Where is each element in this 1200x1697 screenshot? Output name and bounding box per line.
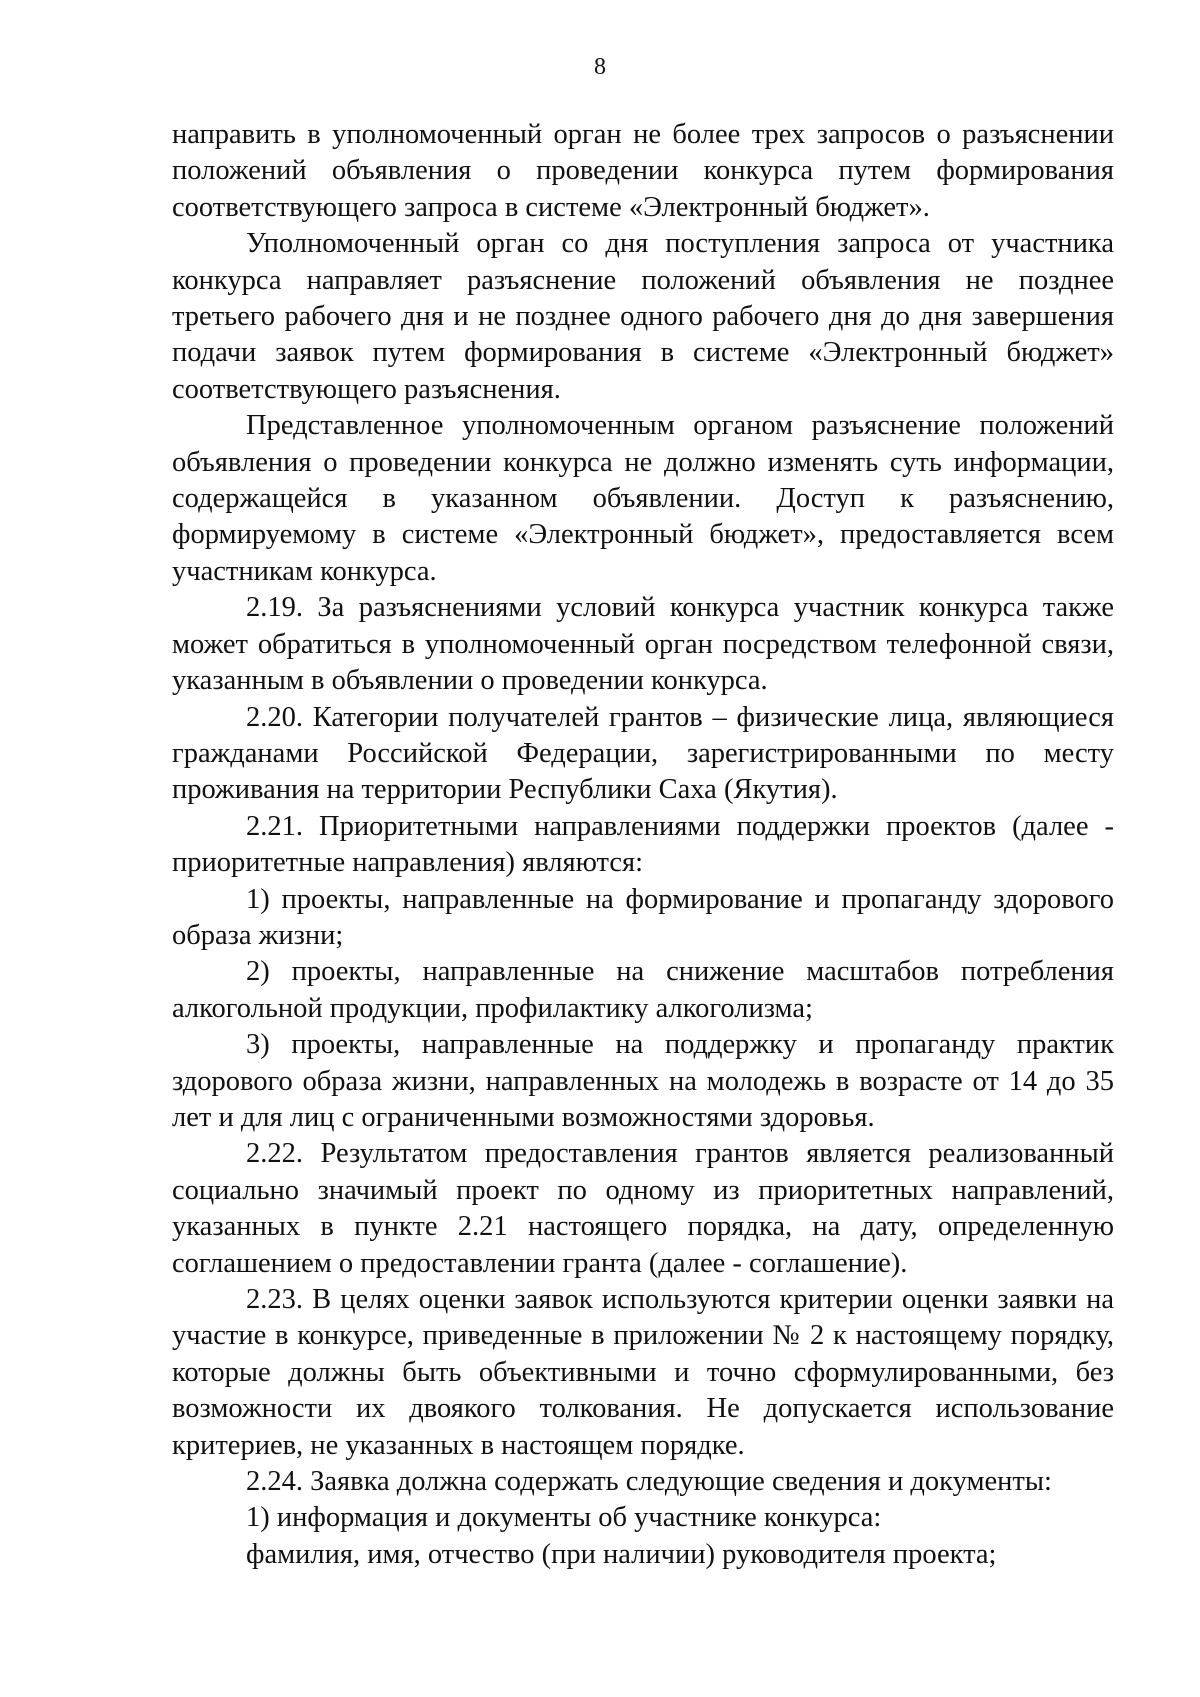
paragraph-clarification-requests: направить в уполномоченный орган не более трех запросов о разъяснении положений объявления о проведении конкурса путем формирования соответствующего запроса в системе «Электронный бюджет». <box>172 119 1114 223</box>
paragraph-2-24: 2.24. Заявка должна содержать следующие сведения и документы: <box>246 1466 1052 1498</box>
paragraph-2-23: 2.23. В целях оценки заявок используются критерии оценки заявки на участие в конкурсе, приведенные в приложении № 2 к настоящему порядку, которые должны быть объективными и точно сформулированными, без возможности их двоякого толкования. Не допускается использование критериев, не указанных в настоящем порядке. <box>172 1284 1114 1461</box>
paragraph-clarification-response: Уполномоченный орган со дня поступления запроса от участника конкурса направляет разъяснение положений объявления не позднее третьего рабочего дня и не позднее одного рабочего дня до дня завершения подачи заявок путем формирования в системе «Электронный бюджет» соответствующего разъяснения. <box>172 228 1114 405</box>
paragraph-2-19: 2.19. За разъяснениями условий конкурса участник конкурса также может обратиться в уполномоченный орган посредством телефонной связи, указанным в объявлении о проведении конкурса. <box>172 592 1114 697</box>
paragraph-2-20: 2.20. Категории получателей грантов – физические лица, являющиеся гражданами Российской Федерации, зарегистрированными по месту проживания на территории Республики Саха (Якутия). <box>172 701 1114 806</box>
paragraph-2-21: 2.21. Приоритетными направлениями поддержки проектов (далее - приоритетные направления) являются: <box>172 810 1114 879</box>
page-number: 8 <box>594 54 606 80</box>
paragraph-clarification-access: Представленное уполномоченным органом разъяснение положений объявления о проведении конкурса не должно изменять суть информации, содержащейся в указанном объявлении. Доступ к разъяснению, формируемому в системе «Электронный бюджет», предоставляется всем участникам конкурса. <box>172 410 1114 587</box>
paragraph-2-22: 2.22. Результатом предоставления грантов является реализованный социально значимый проект по одному из приоритетных направлений, указанных в пункте 2.21 настоящего порядка, на дату, определенную соглашением о предоставлении гранта (далее - соглашение). <box>172 1138 1114 1279</box>
document-body <box>172 117 1114 1573</box>
list-item-participant-info: 1) информация и документы об участнике конкурса: <box>246 1502 882 1534</box>
list-item-priority-3: 3) проекты, направленные на поддержку и пропаганду практик здорового образа жизни, направленных на молодежь в возрасте от 14 до 35 лет и для лиц с ограниченными возможностями здоровья. <box>172 1029 1114 1133</box>
list-item-priority-1: 1) проекты, направленные на формирование и пропаганду здорового образа жизни; <box>172 883 1114 951</box>
list-item-project-leader-name: фамилия, имя, отчество (при наличии) руководителя проекта; <box>246 1538 997 1570</box>
list-item-priority-2: 2) проекты, направленные на снижение масштабов потребления алкогольной продукции, профилактику алкоголизма; <box>172 956 1114 1024</box>
